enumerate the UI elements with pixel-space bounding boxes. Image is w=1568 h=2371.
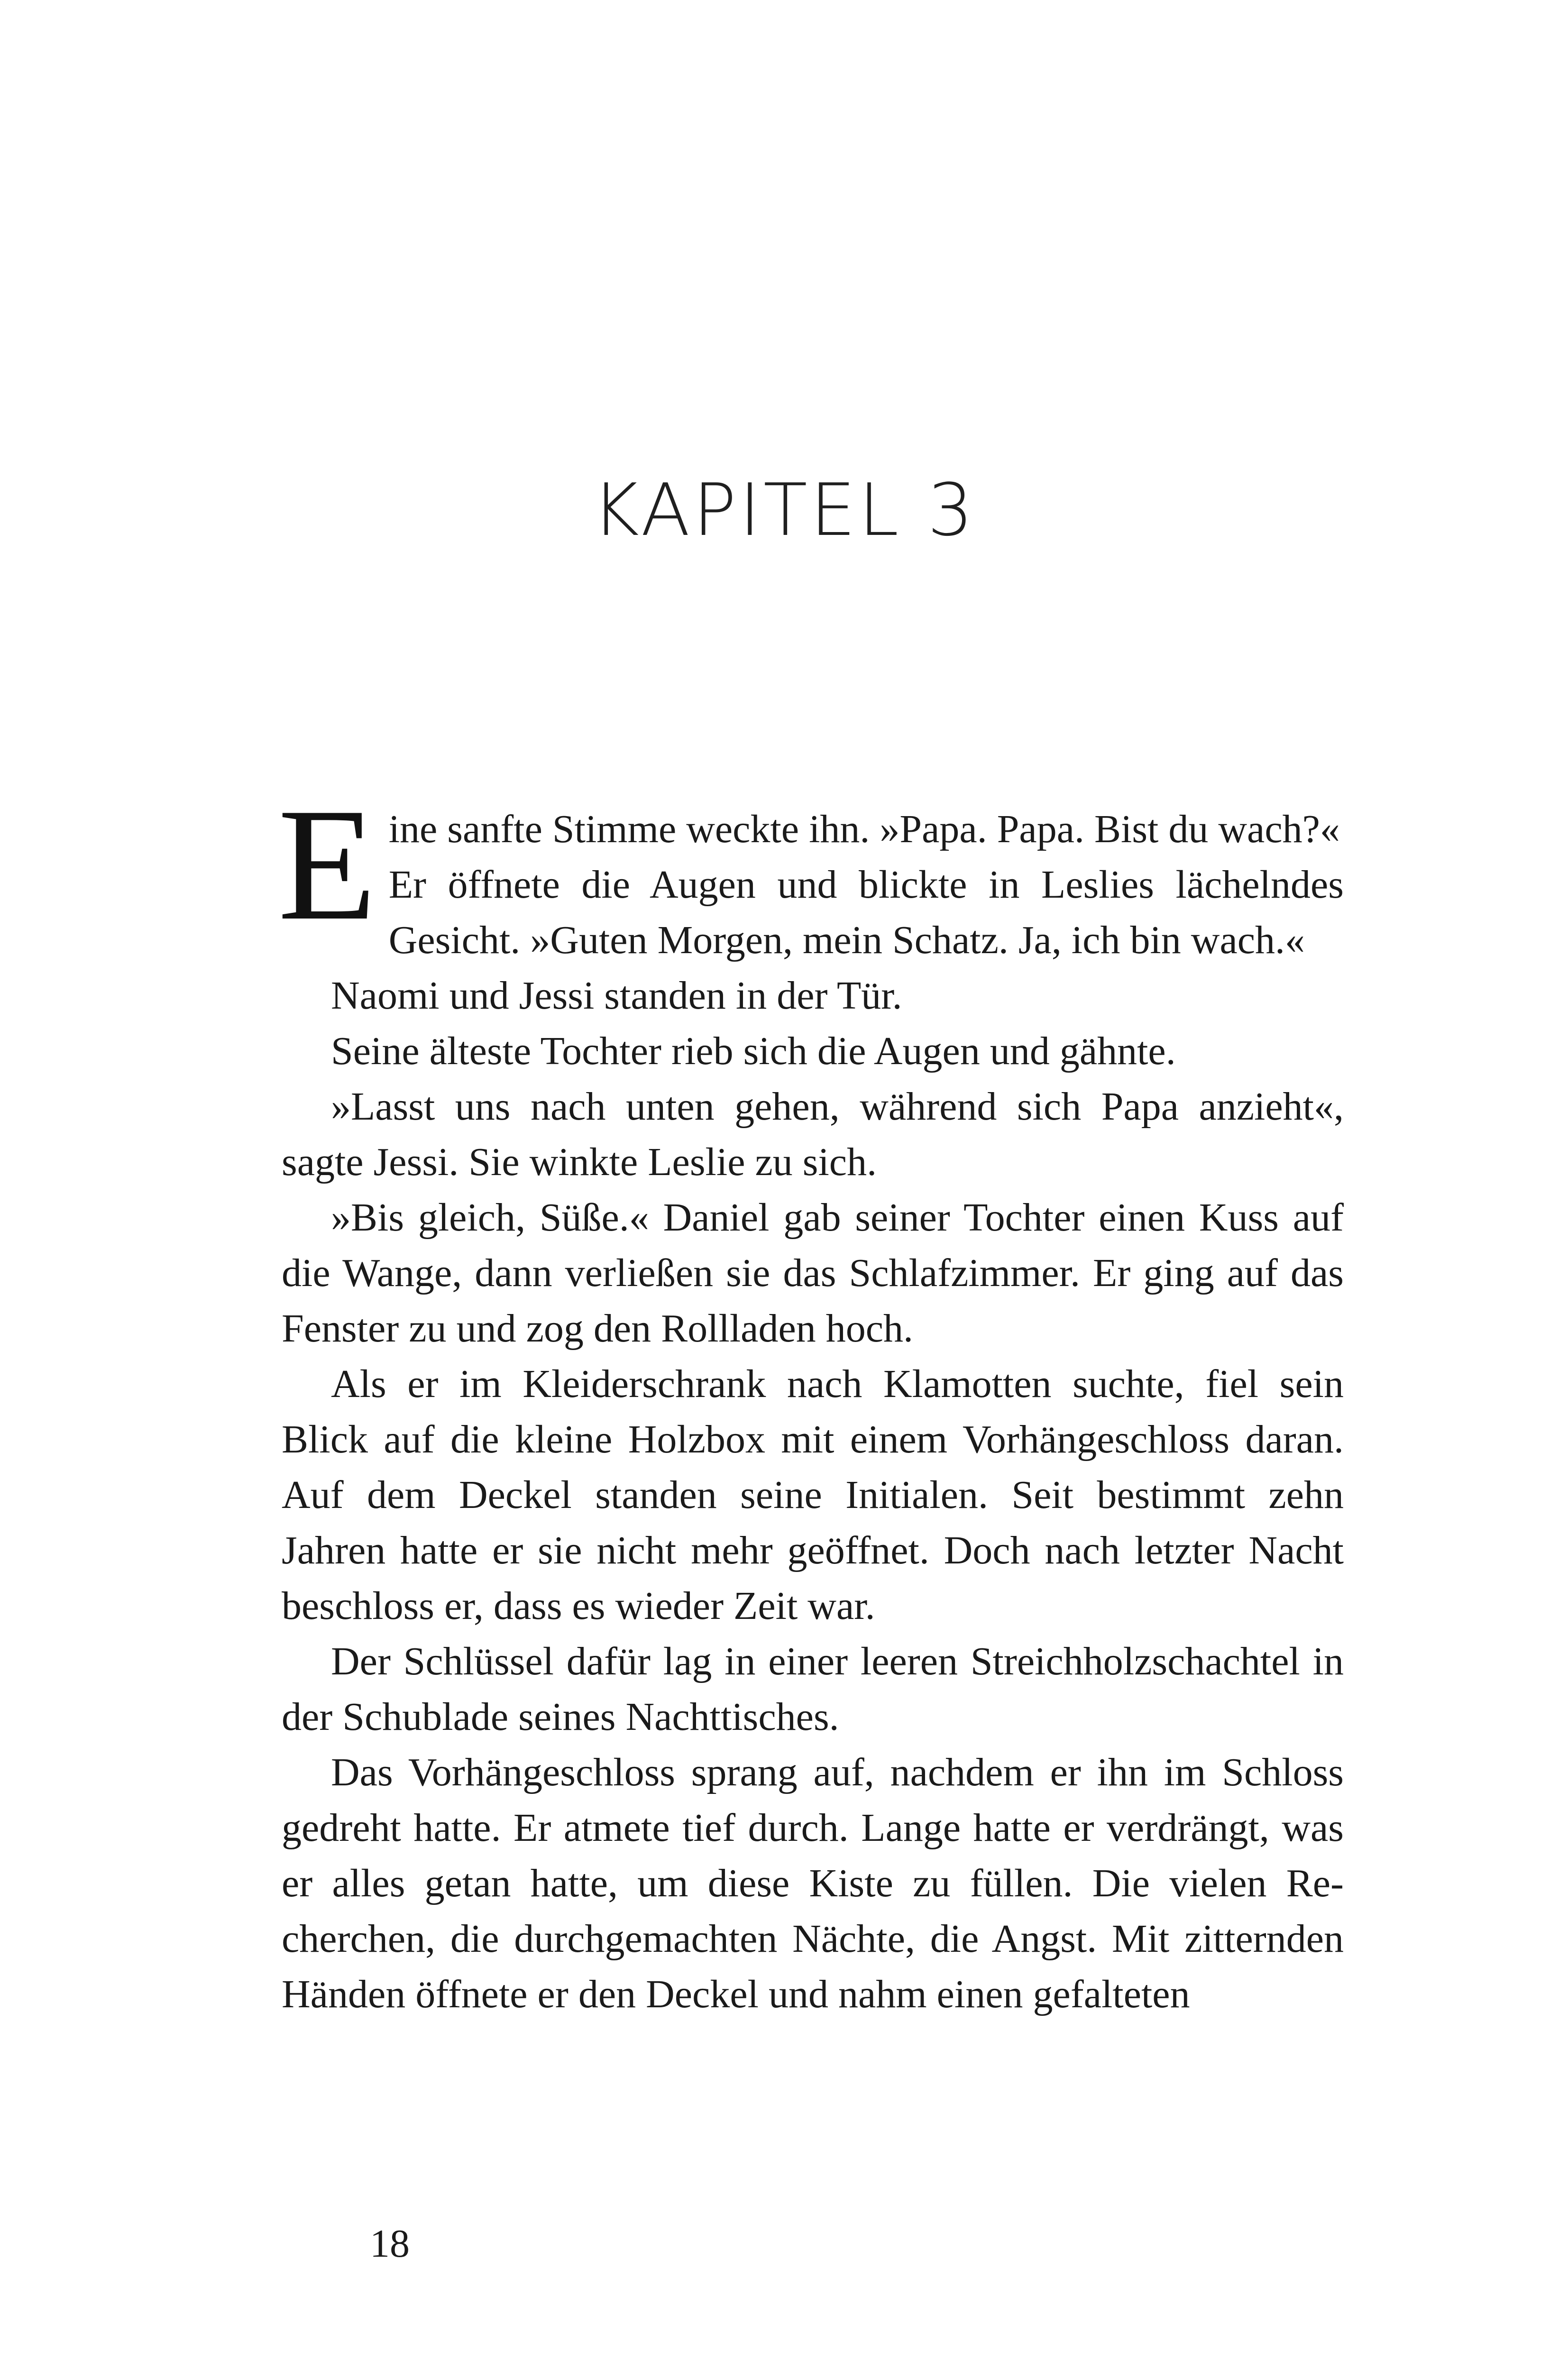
paragraph-6: »Bis gleich, Süße.« Daniel gab seiner Tochter einen Kuss auf die Wange, dann verließen sie das Schlafzimmer. Er ging auf das Fenster zu und zog den Rollladen hoch. bbox=[282, 1195, 1344, 1351]
paragraph-7: Als er im Kleiderschrank nach Klamotten suchte, fiel sein Blick auf die kleine Holzbox mit einem Vorhängeschloss daran. Auf dem Deckel standen seine Initialen. Seit bestimmt zehn Jahren hatte er sie nicht mehr geöffnet. Doch nach letzter Nacht beschloss er, dass es wieder Zeit war. bbox=[282, 1362, 1344, 1628]
chapter-heading: KAPITEL 3 bbox=[592, 468, 976, 552]
paragraph-8: Der Schlüssel dafür lag in einer leeren Streichholzschachtel in der Schublade seines Nachttisches. bbox=[282, 1639, 1344, 1739]
paragraph-1-text: ine sanfte Stimme weckte ihn. »Papa. Papa. Bist du wach?« bbox=[388, 807, 1340, 851]
paragraph-3: Naomi und Jessi standen in der Tür. bbox=[331, 974, 902, 1018]
body-text bbox=[278, 775, 1344, 2022]
paragraph-2: Er öffnete die Augen und blickte in Leslies lächelndes Gesicht. »Guten Morgen, mein Schatz. Ja, ich bin wach.« bbox=[388, 863, 1344, 962]
drop-cap: E bbox=[278, 775, 376, 954]
page-number: 18 bbox=[370, 2222, 410, 2266]
paragraph-9: Das Vorhängeschloss sprang auf, nachdem er ihn im Schloss gedreht hatte. Er atmete tief durch. Lange hatte er verdrängt, was er alles getan hatte, um diese Kiste zu füllen. Die vielen Recherchen, die durchgemachten Nächte, die Angst. Mit zitternden Händen öffnete er den Deckel und nahm einen gefalteten bbox=[282, 1750, 1344, 2016]
paragraph-4: Seine älteste Tochter rieb sich die Augen und gähnte. bbox=[331, 1029, 1176, 1073]
paragraph-5: »Lasst uns nach unten gehen, während sich Papa anzieht«, sagte Jessi. Sie winkte Leslie zu sich. bbox=[282, 1084, 1344, 1184]
